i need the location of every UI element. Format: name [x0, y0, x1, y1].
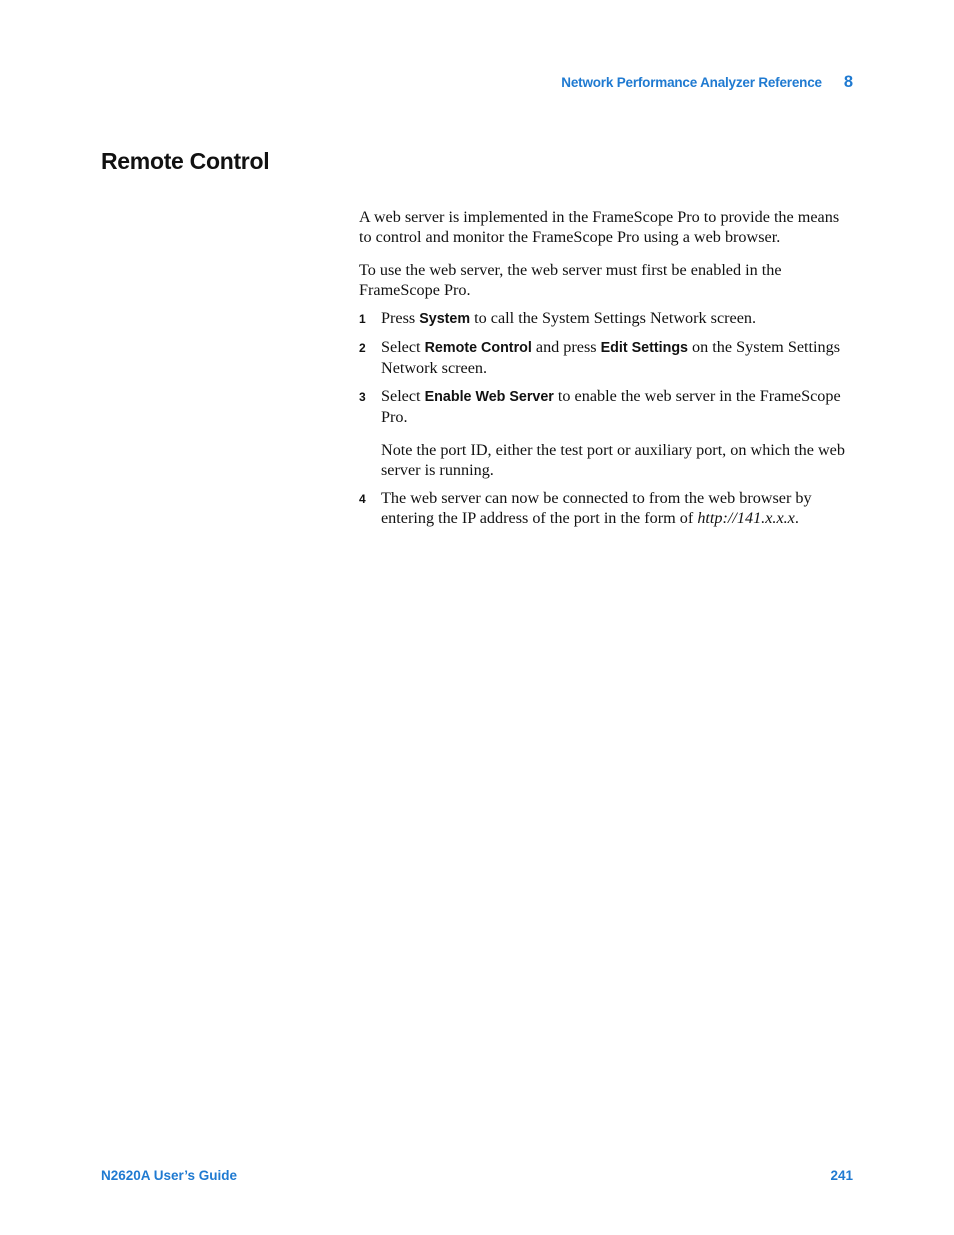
step-2: [359, 337, 854, 378]
enable-paragraph: To use the web server, the web server must first be enabled in the FrameScope Pro.: [359, 261, 782, 299]
section-content: [359, 207, 854, 536]
section-title: Remote Control: [101, 148, 270, 174]
step-text-part: and press: [531, 338, 601, 356]
step-text-part: The web server can now be connected to from the web browser by entering the IP address of the port in the form of: [381, 489, 812, 527]
header-chapter-number: 8: [843, 73, 853, 91]
ui-label-remote-control: Remote Control: [424, 340, 532, 356]
running-header: [561, 73, 853, 92]
step-text: [381, 308, 854, 329]
header-chapter-title: Network Performance Analyzer Reference: [561, 75, 822, 90]
ui-label-system: System: [419, 311, 471, 327]
step-text-part: Press: [381, 309, 420, 327]
ui-label-enable-web-server: Enable Web Server: [424, 389, 554, 405]
step-text-part: to call the System Settings Network screen.: [470, 309, 757, 327]
step-number: 4: [359, 492, 366, 506]
url-example: http://141.x.x.x: [697, 509, 795, 527]
step-text: [381, 488, 854, 528]
intro-paragraph: A web server is implemented in the FrameScope Pro to provide the means to control and monitor the FrameScope Pro using a web browser.: [359, 208, 840, 246]
step-4: [359, 488, 854, 528]
step-number: 2: [359, 341, 366, 355]
step-number: 3: [359, 390, 366, 404]
step-3: [359, 386, 854, 480]
step-text: [381, 386, 854, 480]
step-number: 1: [359, 312, 366, 326]
step-1: [359, 308, 854, 329]
step-text: [381, 337, 854, 378]
ui-label-edit-settings: Edit Settings: [600, 340, 688, 356]
step-note: Note the port ID, either the test port or auxiliary port, on which the web server is running.: [381, 441, 845, 479]
footer-page-number: 241: [830, 1168, 853, 1183]
step-text-part: on the System Settings Network screen.: [381, 338, 840, 377]
step-text-part: to enable the web server in the FrameScope Pro.: [381, 387, 841, 426]
step-text-part: Select: [381, 387, 425, 405]
step-text-part: Select: [381, 338, 425, 356]
step-text-part: .: [794, 509, 799, 527]
footer-guide-title: N2620A User’s Guide: [101, 1168, 238, 1183]
